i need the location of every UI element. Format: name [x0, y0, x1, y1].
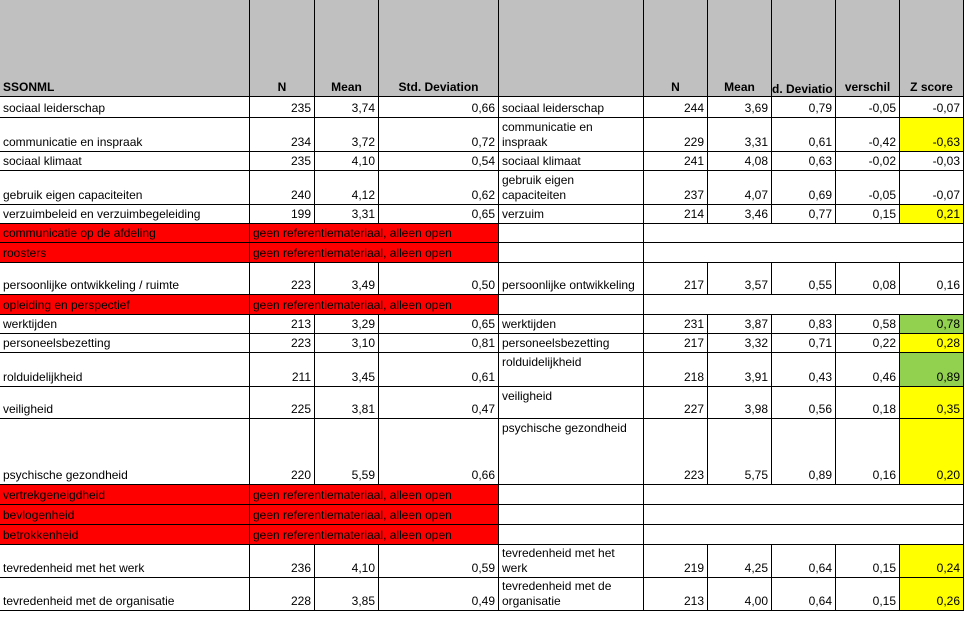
- cell-n: 223: [250, 263, 315, 295]
- cell-verschil: 0,18: [836, 387, 900, 419]
- cell-sd: 0,61: [379, 353, 499, 387]
- cell-sd2: 0,71: [772, 334, 836, 353]
- cell-sd: 0,59: [379, 545, 499, 578]
- cell-sd2: 0,77: [772, 205, 836, 224]
- cell-sd: 0,47: [379, 387, 499, 419]
- empty-cell: [499, 505, 644, 525]
- cell-name: tevredenheid met de organisatie: [0, 578, 250, 611]
- cell-n: 213: [250, 315, 315, 334]
- cell-z: 0,20: [900, 419, 964, 485]
- cell-verschil: 0,46: [836, 353, 900, 387]
- cell-mean2: 4,07: [708, 171, 772, 205]
- cell-mean2: 3,46: [708, 205, 772, 224]
- cell-name: persoonlijke ontwikkeling / ruimte: [0, 263, 250, 295]
- cell-sd2: 0,61: [772, 118, 836, 152]
- no-reference-note: geen referentiemateriaal, alleen open: [250, 243, 499, 263]
- cell-z: 0,78: [900, 315, 964, 334]
- column-header-sd2: d. Deviatio: [772, 0, 836, 97]
- cell-z: 0,26: [900, 578, 964, 611]
- column-header-z: Z score: [900, 0, 964, 97]
- cell-z: 0,24: [900, 545, 964, 578]
- cell-name: personeelsbezetting: [0, 334, 250, 353]
- cell-mean: 3,72: [315, 118, 379, 152]
- cell-sd: 0,65: [379, 205, 499, 224]
- cell-z: 0,16: [900, 263, 964, 295]
- cell-n: 220: [250, 419, 315, 485]
- column-header-mean: Mean: [315, 0, 379, 97]
- cell-n2: 214: [644, 205, 708, 224]
- cell-sd: 0,66: [379, 97, 499, 118]
- cell-mean2: 3,57: [708, 263, 772, 295]
- cell-n2: 217: [644, 263, 708, 295]
- row-label: opleiding en perspectief: [0, 295, 250, 315]
- cell-verschil: 0,22: [836, 334, 900, 353]
- cell-verschil: -0,05: [836, 171, 900, 205]
- cell-name2: rolduidelijkheid: [499, 353, 644, 387]
- cell-name: verzuimbeleid en verzuimbegeleiding: [0, 205, 250, 224]
- cell-mean: 4,12: [315, 171, 379, 205]
- cell-name2: tevredenheid met het werk: [499, 545, 644, 578]
- cell-sd: 0,72: [379, 118, 499, 152]
- cell-mean: 4,10: [315, 152, 379, 171]
- empty-cell: [644, 295, 964, 315]
- cell-z: -0,63: [900, 118, 964, 152]
- cell-n: 240: [250, 171, 315, 205]
- cell-z: 0,35: [900, 387, 964, 419]
- cell-name: rolduidelijkheid: [0, 353, 250, 387]
- cell-name2: tevredenheid met de organisatie: [499, 578, 644, 611]
- empty-cell: [499, 485, 644, 505]
- cell-n: 199: [250, 205, 315, 224]
- cell-z: -0,03: [900, 152, 964, 171]
- cell-mean2: 3,91: [708, 353, 772, 387]
- cell-sd: 0,81: [379, 334, 499, 353]
- cell-verschil: 0,15: [836, 205, 900, 224]
- cell-mean2: 4,25: [708, 545, 772, 578]
- cell-n2: 217: [644, 334, 708, 353]
- column-header-sd: Std. Deviation: [379, 0, 499, 97]
- cell-name2: personeelsbezetting: [499, 334, 644, 353]
- cell-sd2: 0,69: [772, 171, 836, 205]
- cell-name2: werktijden: [499, 315, 644, 334]
- empty-cell: [644, 485, 964, 505]
- row-label: betrokkenheid: [0, 525, 250, 545]
- cell-n: 235: [250, 97, 315, 118]
- cell-n: 236: [250, 545, 315, 578]
- cell-sd2: 0,79: [772, 97, 836, 118]
- cell-n: 223: [250, 334, 315, 353]
- empty-cell: [644, 224, 964, 243]
- cell-mean2: 4,08: [708, 152, 772, 171]
- cell-name2: persoonlijke ontwikkeling: [499, 263, 644, 295]
- cell-mean: 3,85: [315, 578, 379, 611]
- no-reference-note: geen referentiemateriaal, alleen open: [250, 224, 499, 243]
- cell-n2: 218: [644, 353, 708, 387]
- cell-n: 235: [250, 152, 315, 171]
- cell-mean2: 3,31: [708, 118, 772, 152]
- cell-name: veiligheid: [0, 387, 250, 419]
- cell-n: 225: [250, 387, 315, 419]
- cell-n2: 244: [644, 97, 708, 118]
- no-reference-note: geen referentiemateriaal, alleen open: [250, 525, 499, 545]
- cell-verschil: 0,58: [836, 315, 900, 334]
- row-label: bevlogenheid: [0, 505, 250, 525]
- cell-mean2: 3,87: [708, 315, 772, 334]
- cell-n2: 229: [644, 118, 708, 152]
- cell-mean: 5,59: [315, 419, 379, 485]
- cell-name2: veiligheid: [499, 387, 644, 419]
- no-reference-note: geen referentiemateriaal, alleen open: [250, 295, 499, 315]
- cell-n2: 213: [644, 578, 708, 611]
- cell-name2: gebruik eigen capaciteiten: [499, 171, 644, 205]
- cell-verschil: 0,15: [836, 545, 900, 578]
- cell-z: -0,07: [900, 171, 964, 205]
- cell-verschil: 0,15: [836, 578, 900, 611]
- cell-name: werktijden: [0, 315, 250, 334]
- cell-name: gebruik eigen capaciteiten: [0, 171, 250, 205]
- cell-sd: 0,65: [379, 315, 499, 334]
- cell-sd2: 0,55: [772, 263, 836, 295]
- cell-n2: 237: [644, 171, 708, 205]
- cell-mean: 3,45: [315, 353, 379, 387]
- cell-name2: communicatie en inspraak: [499, 118, 644, 152]
- cell-sd: 0,49: [379, 578, 499, 611]
- cell-sd: 0,66: [379, 419, 499, 485]
- cell-sd2: 0,64: [772, 545, 836, 578]
- cell-z: 0,28: [900, 334, 964, 353]
- cell-name: psychische gezondheid: [0, 419, 250, 485]
- cell-n2: 219: [644, 545, 708, 578]
- empty-cell: [499, 243, 644, 263]
- cell-z: -0,07: [900, 97, 964, 118]
- cell-sd2: 0,83: [772, 315, 836, 334]
- empty-cell: [499, 295, 644, 315]
- cell-name2: sociaal leiderschap: [499, 97, 644, 118]
- column-header-blank: [499, 0, 644, 97]
- cell-name: tevredenheid met het werk: [0, 545, 250, 578]
- empty-cell: [644, 505, 964, 525]
- cell-n2: 227: [644, 387, 708, 419]
- cell-mean2: 3,32: [708, 334, 772, 353]
- cell-z: 0,89: [900, 353, 964, 387]
- cell-mean2: 3,69: [708, 97, 772, 118]
- cell-mean2: 5,75: [708, 419, 772, 485]
- cell-z: 0,21: [900, 205, 964, 224]
- cell-mean: 3,49: [315, 263, 379, 295]
- cell-name: sociaal leiderschap: [0, 97, 250, 118]
- row-label: communicatie op de afdeling: [0, 224, 250, 243]
- cell-sd2: 0,56: [772, 387, 836, 419]
- cell-mean2: 3,98: [708, 387, 772, 419]
- cell-n: 211: [250, 353, 315, 387]
- empty-cell: [644, 525, 964, 545]
- cell-mean: 3,74: [315, 97, 379, 118]
- empty-cell: [644, 243, 964, 263]
- cell-mean2: 4,00: [708, 578, 772, 611]
- column-header-name: SSONML: [0, 0, 250, 97]
- column-header-n: N: [250, 0, 315, 97]
- cell-verschil: -0,42: [836, 118, 900, 152]
- cell-sd: 0,54: [379, 152, 499, 171]
- cell-name: sociaal klimaat: [0, 152, 250, 171]
- cell-name2: sociaal klimaat: [499, 152, 644, 171]
- cell-mean: 4,10: [315, 545, 379, 578]
- cell-mean: 3,31: [315, 205, 379, 224]
- cell-name2: psychische gezondheid: [499, 419, 644, 485]
- cell-name2: verzuim: [499, 205, 644, 224]
- row-label: roosters: [0, 243, 250, 263]
- cell-sd2: 0,43: [772, 353, 836, 387]
- column-header-verschil: verschil: [836, 0, 900, 97]
- cell-verschil: 0,08: [836, 263, 900, 295]
- cell-verschil: -0,05: [836, 97, 900, 118]
- cell-verschil: -0,02: [836, 152, 900, 171]
- cell-n: 228: [250, 578, 315, 611]
- cell-mean: 3,29: [315, 315, 379, 334]
- cell-sd2: 0,64: [772, 578, 836, 611]
- cell-n: 234: [250, 118, 315, 152]
- cell-mean: 3,10: [315, 334, 379, 353]
- cell-sd2: 0,63: [772, 152, 836, 171]
- column-header-mean2: Mean: [708, 0, 772, 97]
- empty-cell: [499, 525, 644, 545]
- cell-name: communicatie en inspraak: [0, 118, 250, 152]
- no-reference-note: geen referentiemateriaal, alleen open: [250, 485, 499, 505]
- cell-sd: 0,62: [379, 171, 499, 205]
- cell-verschil: 0,16: [836, 419, 900, 485]
- cell-sd: 0,50: [379, 263, 499, 295]
- cell-n2: 231: [644, 315, 708, 334]
- cell-sd2: 0,89: [772, 419, 836, 485]
- cell-n2: 241: [644, 152, 708, 171]
- cell-mean: 3,81: [315, 387, 379, 419]
- row-label: vertrekgeneigdheid: [0, 485, 250, 505]
- column-header-n2: N: [644, 0, 708, 97]
- empty-cell: [499, 224, 644, 243]
- no-reference-note: geen referentiemateriaal, alleen open: [250, 505, 499, 525]
- cell-n2: 223: [644, 419, 708, 485]
